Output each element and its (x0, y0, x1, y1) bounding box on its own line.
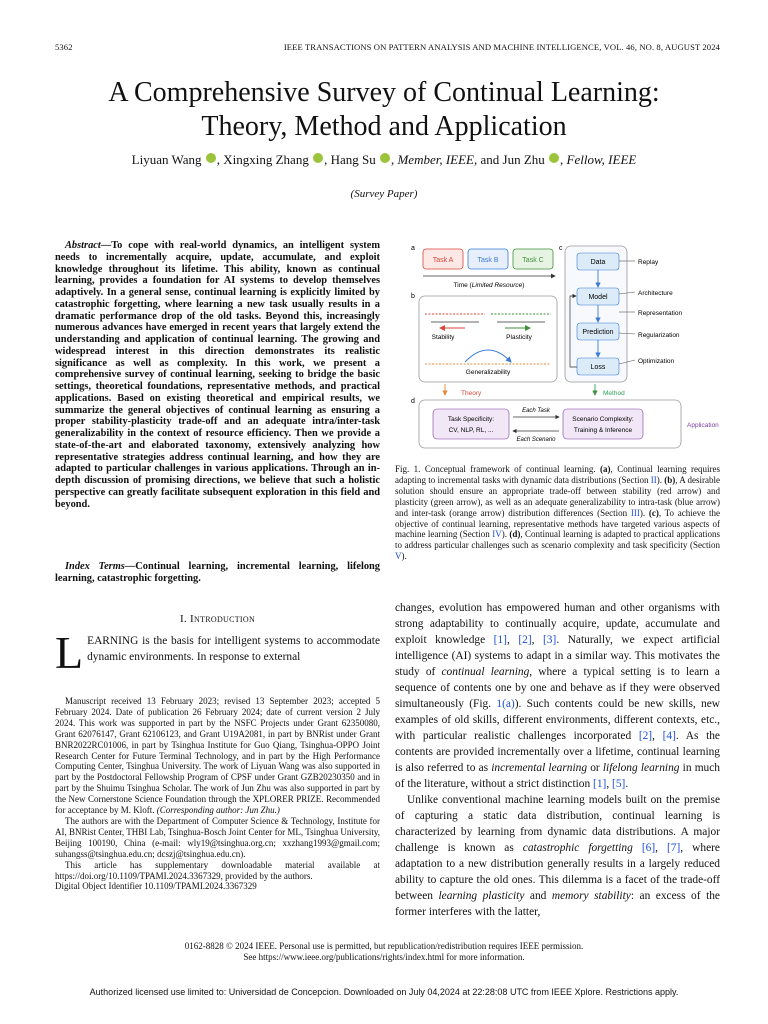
replay-label: Replay (638, 259, 659, 266)
title-line-1: A Comprehensive Survey of Continual Learning: (108, 77, 660, 108)
intra-task-arrow (465, 350, 511, 362)
author-name: Liyuan Wang (131, 152, 202, 167)
application-label: Application (687, 422, 719, 429)
regularization-label: Regularization (638, 332, 680, 339)
footnote-doi: Digital Object Identifier 10.1109/TPAMI.2024.3367329 (55, 881, 257, 892)
figure-link[interactable]: 1(a) (496, 698, 515, 710)
orcid-icon[interactable] (549, 153, 559, 163)
each-scenario-label: Each Scenario (516, 437, 556, 443)
abstract (55, 240, 380, 510)
architecture-label: Architecture (638, 290, 673, 297)
body-right-column (395, 600, 720, 920)
figure-caption: Fig. 1. Conceptual framework of continual learning. (a), Continual learning requires adapting to incremental tasks with dynamic data distributions (Section II). (b), A desirable solution should ensure an appropriate trade-off between stability (red arrow) and plasticity (green arrow), as well as an adequate generalizability to intra-task (blue arrow) and inter-task (orange arrow) distribution differences (Section III). (c), To achieve the objective of continual learning, representative methods have targeted various aspects of machine learning (Section IV). (d), Continual learning is adapted to practical applications to address particular challenges such as scenario complexity and task specificity (Section V). (395, 464, 721, 562)
section-link[interactable]: II (650, 474, 657, 485)
copyright-notice: 0162-8828 © 2024 IEEE. Personal use is permitted, but republication/redistribution requires IEEE permission. See https://www.ieee.org/publications/rights/index.html for more information. (184, 941, 584, 962)
caption-figure-label: Fig. 1. (395, 464, 421, 474)
section-link[interactable]: V (395, 551, 402, 562)
footnote-supplementary: This article has supplementary downloadable material available at https://doi.org/10.1109/TPAMI.2024.3367329, provided by the authors. (55, 859, 380, 881)
method-label: Method (603, 390, 625, 397)
intro-paragraph (55, 627, 380, 678)
each-task-label: Each Task (522, 408, 550, 414)
intro-text: EARNING is the basis for intelligent systems to accommodate dynamic environments. In response to external (87, 635, 380, 663)
citation-link[interactable]: [6] (641, 842, 656, 854)
footnote-manuscript: Manuscript received 13 February 2023; revised 13 September 2023; accepted 5 February 2024. Date of publication 26 February 2024; date of current version 2 July 2024. This work was supported in part by the NSFC Projects under Grant 62350080, Grant 62076147, Grant 62106123, and Grant U19A2081, in part by BNRist under Grant BNR2022RC01006, in part by Tsinghua Institute for Guo Qiang, Tsinghua-OPPO Joint Research Center for Future Terminal Technology, and in part by the High Performance Computing Center, Tsinghua University. The work of Liyuan Wang was also supported in part by the Postdoctoral Fellowship Program of CPSF under Grant GZB20230350 and in part by the Shuimu Tsinghua Scholar. The work of Jun Zhu was also supported in part by the New Cornerstone Science Foundation through the XPLORER PRIZE. Recommended for acceptance by M. Kloft. (Corresponding author: Jun Zhu.) (55, 696, 380, 816)
data-label: Data (590, 259, 606, 266)
theory-label: Theory (461, 390, 482, 397)
task-a-label: Task A (432, 257, 454, 264)
citation-link[interactable]: [3] (543, 634, 557, 646)
author-name: Jun Zhu (502, 152, 545, 167)
orcid-icon[interactable] (380, 153, 390, 163)
section-link[interactable]: III (630, 507, 640, 518)
panel-label-d: d (411, 398, 415, 405)
generalizability-label: Generalizability (465, 369, 511, 376)
task-c-label: Task C (522, 257, 544, 264)
author-role: Fellow, IEEE (566, 152, 637, 167)
index-terms (55, 561, 380, 585)
task-domains-label: CV, NLP, RL, ... (448, 427, 494, 434)
body-paragraph: changes, evolution has empowered human and other organisms with strong adaptability to continually acquire, update, accumulate and exploit knowledge [1], [2], [3]. Naturally, we expect artificial intelligence (AI) systems to adapt in a similar way. This motivates the study of continual learning, where a typical setting is to learn a sequence of contents one by one and behave as if they were observed simultaneously (Fig. 1(a)). Such contents could be new skills, new examples of old skills, different environments, different contexts, etc., with particular realistic challenges incorporated [2], [4]. As the contents are provided incrementally over a lifetime, continual learning is also referred to as incremental learning or lifelong learning in much of the literature, without a strict distinction [1], [5]. (395, 602, 720, 790)
task-specificity-label: Task Specificity: (447, 416, 495, 423)
paper-title (40, 76, 728, 144)
panel-label-b: b (411, 293, 415, 300)
scenario-complexity-box (563, 409, 643, 439)
citation-link[interactable]: [2] (518, 634, 532, 646)
author-name: Xingxing Zhang (223, 152, 309, 167)
title-line-2: Theory, Method and Application (201, 111, 567, 142)
citation-link[interactable]: [7] (667, 842, 681, 854)
optimization-label: Optimization (638, 358, 675, 365)
abstract-lead: Abstract (65, 240, 101, 251)
training-inference-label: Training & Inference (573, 427, 633, 434)
figure-1 (395, 240, 725, 455)
section-heading (55, 613, 380, 625)
model-label: Model (588, 294, 608, 301)
loss-label: Loss (590, 364, 606, 371)
license-notice: Authorized licensed use limited to: Universidad de Concepcion. Downloaded on July 04,2024 at 22:28:08 UTC from IEEE Xplore. Restrictions apply. (89, 987, 679, 997)
abstract-text: —To cope with real-world dynamics, an intelligent system needs to incrementally acquire, update, accumulate, and exploit knowledge throughout its lifetime. This ability, known as continual learning, provides a foundation for AI systems to develop themselves adaptively. In a general sense, continual learning is explicitly limited by catastrophic forgetting, where learning a new task usually results in a dramatic performance drop of the old tasks. Beyond this, increasingly numerous advances have emerged in recent years that largely extend the understanding and application of continual learning. The growing and widespread interest in this direction demonstrates its realistic significance as well as complexity. In this work, we present a comprehensive survey of continual learning, seeking to bridge the basic settings, theoretical foundations, representative methods, and practical applications. Based on existing theoretical and empirical results, we summarize the general objectives of continual learning as ensuring a proper stability-plasticity trade-off and an adequate intra/inter-task generalizability in the context of resource efficiency. Then we provide a state-of-the-art and elaborated taxonomy, extensively analyzing how representative strategies address continual learning, and how they are adapted to particular challenges in various applications. Through an in-depth discussion of promising directions, we believe that such a holistic perspective can greatly facilitate subsequent exploration in this field and beyond. (55, 240, 380, 510)
section-link[interactable]: IV (492, 529, 502, 540)
section-numeral: I. (179, 613, 187, 625)
task-b-label: Task B (477, 257, 499, 264)
index-terms-text: —Continual learning, incremental learning, lifelong learning, catastrophic forgetting. (55, 561, 380, 584)
author-conjunction: and (480, 152, 500, 167)
body-paragraph: Unlike conventional machine learning models built on the premise of capturing a static data distribution, continual learning is characterized by learning from dynamic data distributions. A major challenge is known as catastrophic forgetting [6], [7], where adaptation to a new distribution generally results in a largely reduced ability to capture the old ones. This dilemma is a facet of the trade-off between learning plasticity and memory stability: an excess of the former interferes with the latter, (395, 794, 720, 918)
citation-link[interactable]: [1] (493, 634, 507, 646)
paper-type: (Survey Paper) (350, 188, 418, 200)
section-title: Introduction (190, 613, 256, 625)
orcid-icon[interactable] (313, 153, 323, 163)
stability-label: Stability (431, 334, 455, 341)
author-list: Liyuan Wang , Xingxing Zhang , Hang Su , Member, IEEE, and Jun Zhu , Fellow, IEEE (131, 152, 637, 167)
page-number: 5362 (55, 42, 73, 52)
index-terms-lead: Index Terms (65, 561, 125, 572)
author-role: Member, IEEE (397, 152, 474, 167)
panel-label-a: a (411, 245, 415, 252)
citation-link[interactable]: [5] (612, 778, 626, 790)
task-specificity-box (433, 409, 509, 439)
footnote (55, 696, 380, 892)
representation-label: Representation (638, 310, 683, 317)
time-label: Time (Limited Resource) (453, 282, 525, 289)
plasticity-label: Plasticity (506, 334, 532, 341)
citation-link[interactable]: [4] (662, 730, 676, 742)
author-name: Hang Su (330, 152, 376, 167)
citation-link[interactable]: [2] (638, 730, 653, 742)
prediction-label: Prediction (582, 329, 614, 336)
orcid-icon[interactable] (206, 153, 216, 163)
citation-link[interactable]: [1] (593, 778, 607, 790)
footnote-affiliation: The authors are with the Department of Computer Science & Technology, Institute for AI, BNRist Center, THBI Lab, Tsinghua-Bosch Joint Center for ML, Tsinghua University, Beijing 100190, China (e-mail: wly19@tsinghua.org.cn; xxzhang1993@gmail.com; suhangss@tsinghua.edu.cn; dcszj@tsinghua.edu.cn). (55, 815, 380, 859)
panel-label-c: c (559, 245, 563, 252)
journal-header: IEEE TRANSACTIONS ON PATTERN ANALYSIS AND MACHINE INTELLIGENCE, VOL. 46, NO. 8, AUGUST 2024 (283, 42, 720, 52)
drop-cap: L (55, 627, 84, 678)
scenario-complexity-label: Scenario Complexity: (572, 416, 634, 423)
